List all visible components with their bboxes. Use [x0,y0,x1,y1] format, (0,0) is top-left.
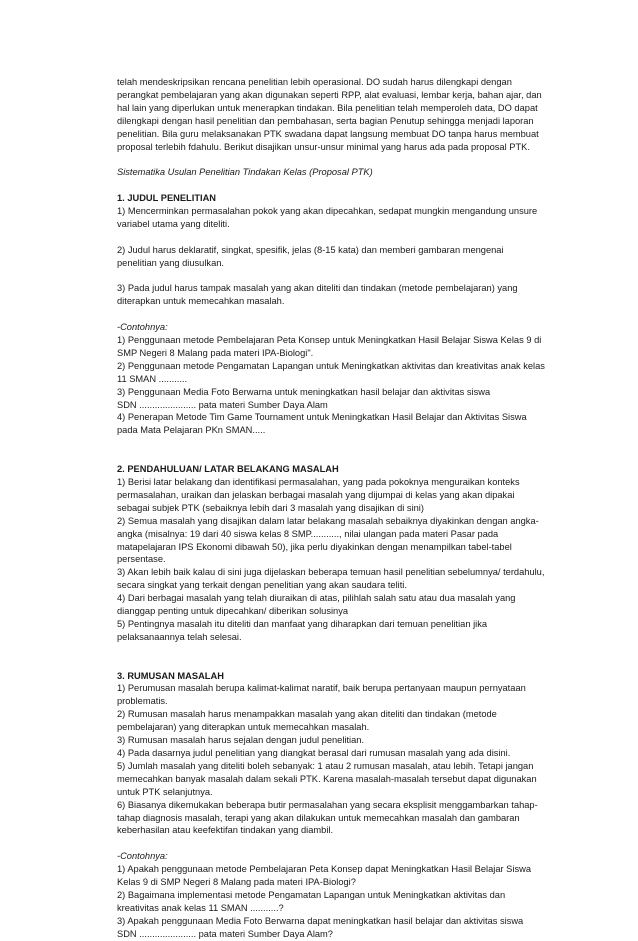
spacer [117,450,568,463]
text-line: dilengkapi dengan hasil penelitian dan pembahasan, serta bagian Penutup sehingga menjadi laporan [117,115,534,126]
text-line: 5) Jumlah masalah yang diteliti boleh sebanyak: 1 atau 2 rumusan masalah, atau lebih. Tetapi jangan [117,760,534,771]
section-judul-penelitian [117,192,568,437]
text-line: permasalahan, uraikan dan jelaskan berbagai masalah yang dijumpai di kelas yang akan dipakai [117,489,515,500]
text-line: variabel utama yang diteliti. [117,218,230,229]
text-line: persentase. [117,554,166,565]
text-line: pembelajaran) yang diterapkan untuk memecahkan masalah. [117,722,370,733]
text-line: 2) Judul harus deklaratif, singkat, spesifik, jelas (8-15 kata) dan memberi gambaran mengenai [117,244,504,255]
examples-block [117,321,568,437]
text-line: sebagai subjek PTK (sebaiknya lebih dari 3 masalah yang disajikan di sini) [117,502,424,513]
text-line: SDN ...................... pata materi Sumber Daya Alam [117,399,328,410]
text-line: secara singkat yang terkait dengan penelitian yang akan saudara teliti. [117,580,407,591]
text-line: SDN ...................... pata materi Sumber Daya Alam? [117,928,333,939]
text-line: 4) Penerapan Metode Tim Game Tournament untuk Meningkatkan Hasil Belajar dan Aktivitas Siswa [117,412,527,423]
text-line: 6) Biasanya dikemukakan beberapa butir permasalahan yang secara eksplisit menggambarkan tahap- [117,799,538,810]
section-rumusan-masalah [117,670,568,838]
text-line: SMP Negeri 8 Malang pada materi IPA-Biologi". [117,347,314,358]
text-line: memecahkan banyak masalah dalam sekali PTK. Karena masalah-masalah tersebut dapat digunakan [117,773,537,784]
paragraph [117,205,568,231]
text-line: 4) Pada dasarnya judul penelitian yang diangkat berasal dari rumusan masalah yang ada disini. [117,747,511,758]
text-line: angka (misalnya: 19 dari 40 siswa kelas 8 SMP..........., nilai ulangan pada materi Pasar pada [117,528,499,539]
text-line: perangkat pembelajaran yang akan digunakan seperti RPP, alat evaluasi, lembar kerja, bahan ajar, dan [117,89,542,100]
text-line: 3) Penggunaan Media Foto Berwarna untuk meningkatkan hasil belajar dan aktivitas siswa [117,386,491,397]
text-line: 2) Bagaimana implementasi metode Pengamatan Lapangan untuk Meningkatkan aktivitas dan [117,889,506,900]
text-line: 1) Mencerminkan permasalahan pokok yang akan dipecahkan, sedapat mungkin mengandung unsure [117,206,538,217]
intro-paragraph [117,76,568,153]
section-pendahuluan [117,463,568,644]
text-line: tahap diagnosis masalah, terapi yang akan dilakukan untuk memecahkan masalah dan gambaran [117,812,520,823]
text-line: 3) Rumusan masalah harus sejalan dengan judul penelitian. [117,735,365,746]
examples-block [117,850,568,940]
section-heading: 2. PENDAHULUAN/ LATAR BELAKANG MASALAH [117,464,339,475]
example-label: -Contohnya: [117,322,168,333]
section-heading: 3. RUMUSAN MASALAH [117,670,224,681]
example-label: -Contohnya: [117,851,168,862]
text-line: keberhasilan atau keefektifan tindakan yang diambil. [117,825,334,836]
text-line: untuk PTK selanjutnya. [117,786,213,797]
spacer [117,657,568,670]
systematics-title [117,166,568,179]
text-line: 5) Pentingnya masalah itu diteliti dan manfaat yang diharapkan dari temuan penelitian jika [117,618,488,629]
paragraph [117,282,568,308]
text-line: 1) Apakah penggunaan metode Pembelajaran Peta Konsep dapat Meningkatkan Hasil Belajar Siswa [117,864,531,875]
text-line: 11 SMAN ........... [117,373,188,384]
text-line: 2) Semua masalah yang disajikan dalam latar belakang masalah sebaiknya diyakinkan dengan angka- [117,515,539,526]
text-line: pada Mata Pelajaran PKn SMAN..... [117,425,266,436]
text-line: 1) Berisi latar belakang dan identifikasi permasalahan, yang pada pokoknya menguraikan konteks [117,476,520,487]
text-line: hal lain yang diperlukan untuk menerapkan tindakan. Bila penelitian telah memperoleh data, DO dapat [117,102,538,113]
text-line: 3) Pada judul harus tampak masalah yang akan diteliti dan tindakan (metode pembelajaran) yang [117,283,518,294]
text-line: Sistematika Usulan Penelitian Tindakan Kelas (Proposal PTK) [117,167,373,178]
text-line: 3) Akan lebih baik kalau di sini juga dijelaskan beberapa temuan hasil penelitian sebelumnya/ terdahulu, [117,567,545,578]
text-line: 1) Penggunaan metode Pembelajaran Peta Konsep untuk Meningkatkan Hasil Belajar Siswa Kelas 9 di [117,335,542,346]
text-line: 4) Dari berbagai masalah yang telah diuraikan di atas, pilihlah salah satu atau dua masalah yang [117,593,516,604]
text-line: proposal terlebih fdahulu. Berikut disajikan unsur-unsur minimal yang harus ada pada proposal PTK. [117,141,530,152]
text-line: pelaksanaannya telah selesai. [117,631,242,642]
text-line: 2) Penggunaan metode Pengamatan Lapangan untuk Meningkatkan aktivitas dan kreativitas anak kelas [117,360,545,371]
text-line: 1) Perumusan masalah berupa kalimat-kalimat naratif, baik berupa pertanyaan maupun pernyataan [117,683,526,694]
text-line: matapelajaran IPS Ekonomi dibawah 50), jika perlu diyakinkan dengan menampilkan tabel-tabel [117,541,512,552]
text-line: diterapkan untuk memecahkan masalah. [117,296,285,307]
text-line: 3) Apakah penggunaan Media Foto Berwarna dapat meningkatkan hasil belajar dan aktivitas siswa [117,915,524,926]
text-line: 2) Rumusan masalah harus menampakkan masalah yang akan diteliti dan tindakan (metode [117,709,497,720]
text-line: kreativitas anak kelas 11 SMAN ...........? [117,902,284,913]
paragraph [117,244,568,270]
text-line: dianggap penting untuk dipecahkan/ diberikan solusinya [117,606,349,617]
text-line: problematis. [117,696,168,707]
text-line: telah mendeskripsikan rencana penelitian lebih operasional. DO sudah harus dilengkapi dengan [117,77,512,87]
text-line: Kelas 9 di SMP Negeri 8 Malang pada materi IPA-Biologi? [117,877,356,888]
section-heading: 1. JUDUL PENELITIAN [117,193,217,204]
text-line: penelitian yang diusulkan. [117,257,224,268]
text-line: penelitian. Bila guru melaksanakan PTK swadana dapat langsung membuat DO tanpa harus membuat [117,128,539,139]
